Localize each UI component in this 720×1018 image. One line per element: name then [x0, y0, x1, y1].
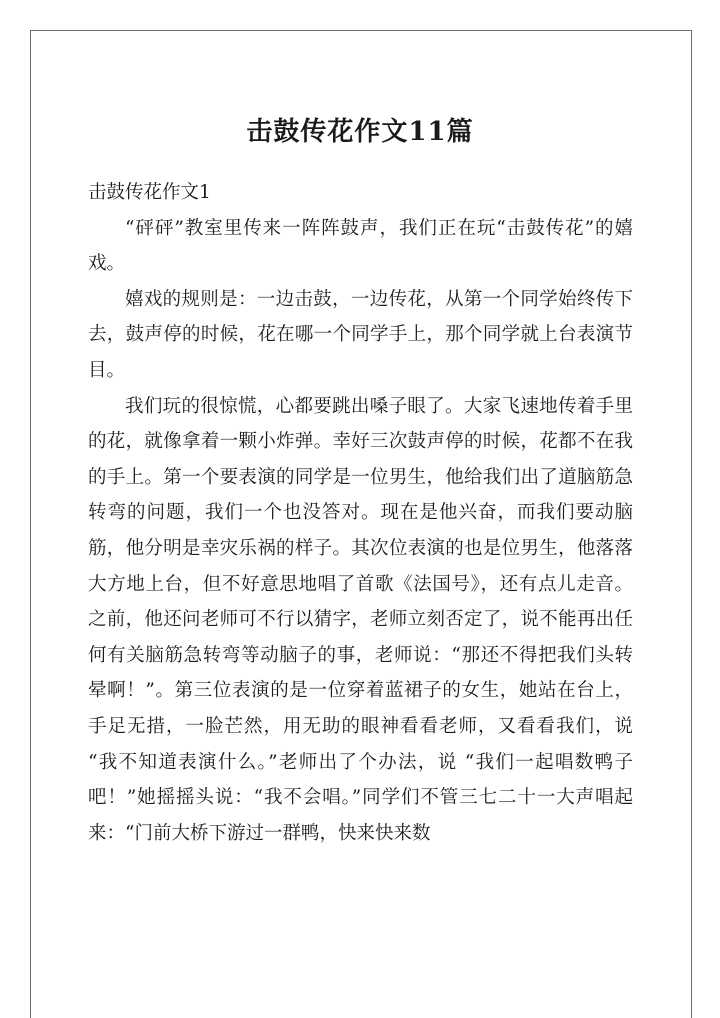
paragraph-1: “砰砰”教室里传来一阵阵鼓声，我们正在玩“击鼓传花”的嬉戏。 — [88, 217, 633, 275]
paragraph-2: 嬉戏的规则是：一边击鼓，一边传花，从第一个同学始终传下去，鼓声停的时候，花在哪一个同学手上，那个同学就上台表演节目。 — [88, 288, 633, 381]
document-body — [88, 175, 633, 851]
document-title: 击鼓传花作文11篇 — [246, 117, 474, 147]
section-heading: 击鼓传花作文1 — [88, 182, 211, 203]
paragraph-3: 我们玩的很惊慌，心都要跳出嗓子眼了。大家飞速地传着手里的花，就像拿着一颗小炸弹。幸好三次鼓声停的时候，花都不在我的手上。第一个要表演的同学是一位男生，他给我们出了道脑筋急转弯的问题，我们一个也没答对。现在是他兴奋，而我们要动脑筋，他分明是幸灾乐祸的样子。其次位表演的也是位男生，他落落大方地上台，但不好意思地唱了首歌《法国号》，还有点儿走音。之前，他还问老师可不行以猜字，老师立刻否定了，说不能再出任何有关脑筋急转弯等动脑子的事，老师说：“那还不得把我们头转晕啊！”。第三位表演的是一位穿着蓝裙子的女生，她站在台上，手足无措，一脸芒然，用无助的眼神看看老师，又看看我们，说 “我不知道表演什么。”老师出了个办法，说 “我们一起唱数鸭子吧！”她摇摇头说：“我不会唱。”同学们不管三七二十一大声唱起来：“门前大桥下游过一群鸭，快来快来数 — [88, 395, 633, 844]
